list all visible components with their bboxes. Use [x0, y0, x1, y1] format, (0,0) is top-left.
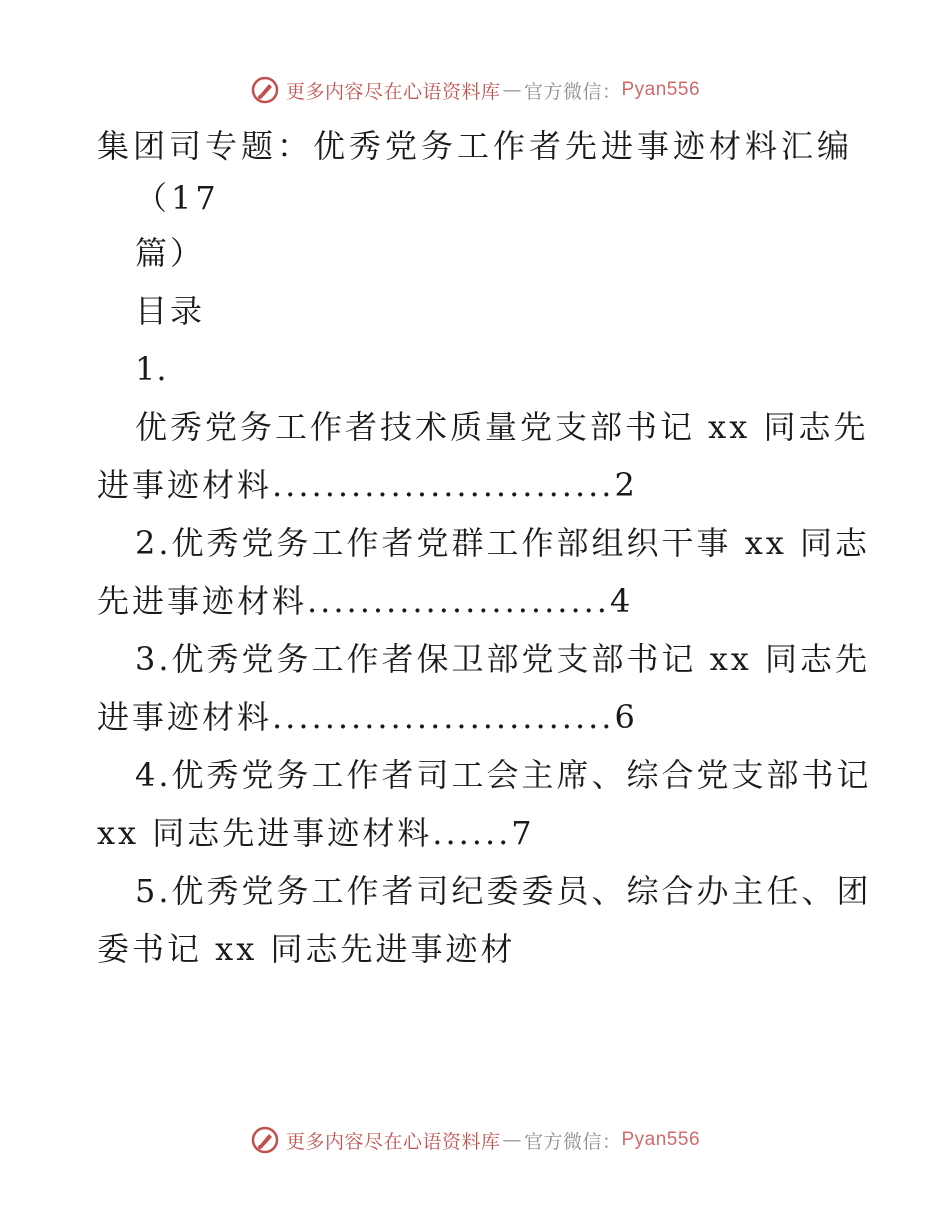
- document-title-line1: 集团司专题：优秀党务工作者先进事迹材料汇编（17: [97, 127, 854, 217]
- watermark-main-text: 更多内容尽在心语资料库: [285, 80, 501, 103]
- watermark-separator: —: [502, 79, 522, 101]
- toc-item-2[interactable]: [97, 514, 870, 630]
- watermark-wechat-id: Pyan556: [621, 79, 701, 100]
- document-title-line2: 篇）: [135, 234, 206, 272]
- pen-nib-logo-icon: [250, 75, 280, 105]
- watermark-separator: —: [502, 1129, 522, 1151]
- toc-item-4[interactable]: [97, 746, 872, 862]
- toc-item-5-line1: 5.优秀党务工作者司纪委委员、综合办主任、团: [135, 872, 872, 910]
- watermark-main-text: 更多内容尽在心语资料库: [285, 1130, 501, 1153]
- toc-item-4-line1: 4.优秀党务工作者司工会主席、综合党支部书记: [135, 756, 872, 794]
- toc-item-2-line1: 2.优秀党务工作者党群工作部组织干事 xx 同志: [135, 524, 870, 562]
- toc-item-3[interactable]: [97, 630, 870, 746]
- toc-item-3-line2: 进事迹材料..........................6: [97, 698, 638, 736]
- footer-watermark: [0, 1120, 950, 1160]
- toc-item-4-line2: xx 同志先进事迹材料......7: [97, 814, 535, 852]
- toc-item-3-line1: 3.优秀党务工作者保卫部党支部书记 xx 同志先: [135, 640, 870, 678]
- toc-item-1-line3: 进事迹材料..........................2: [97, 466, 638, 504]
- toc-heading: 目录: [135, 292, 206, 330]
- toc-item-1-line2: 优秀党务工作者技术质量党支部书记 xx 同志先: [135, 408, 869, 446]
- toc-item-5[interactable]: [97, 862, 872, 978]
- pen-nib-logo-icon: [250, 1125, 280, 1155]
- header-watermark: [0, 70, 950, 110]
- toc-item-5-line2: 委书记 xx 同志先进事迹材: [97, 930, 516, 968]
- toc-item-2-line2: 先进事迹材料.......................4: [97, 582, 634, 620]
- toc-item-1-line1: 1.: [135, 350, 168, 388]
- watermark-wechat-label: 官方微信：: [523, 80, 622, 103]
- watermark-wechat-id: Pyan556: [621, 1129, 701, 1150]
- watermark-wechat-label: 官方微信：: [523, 1130, 622, 1153]
- document-body: [97, 120, 872, 978]
- toc-item-1[interactable]: [97, 340, 869, 514]
